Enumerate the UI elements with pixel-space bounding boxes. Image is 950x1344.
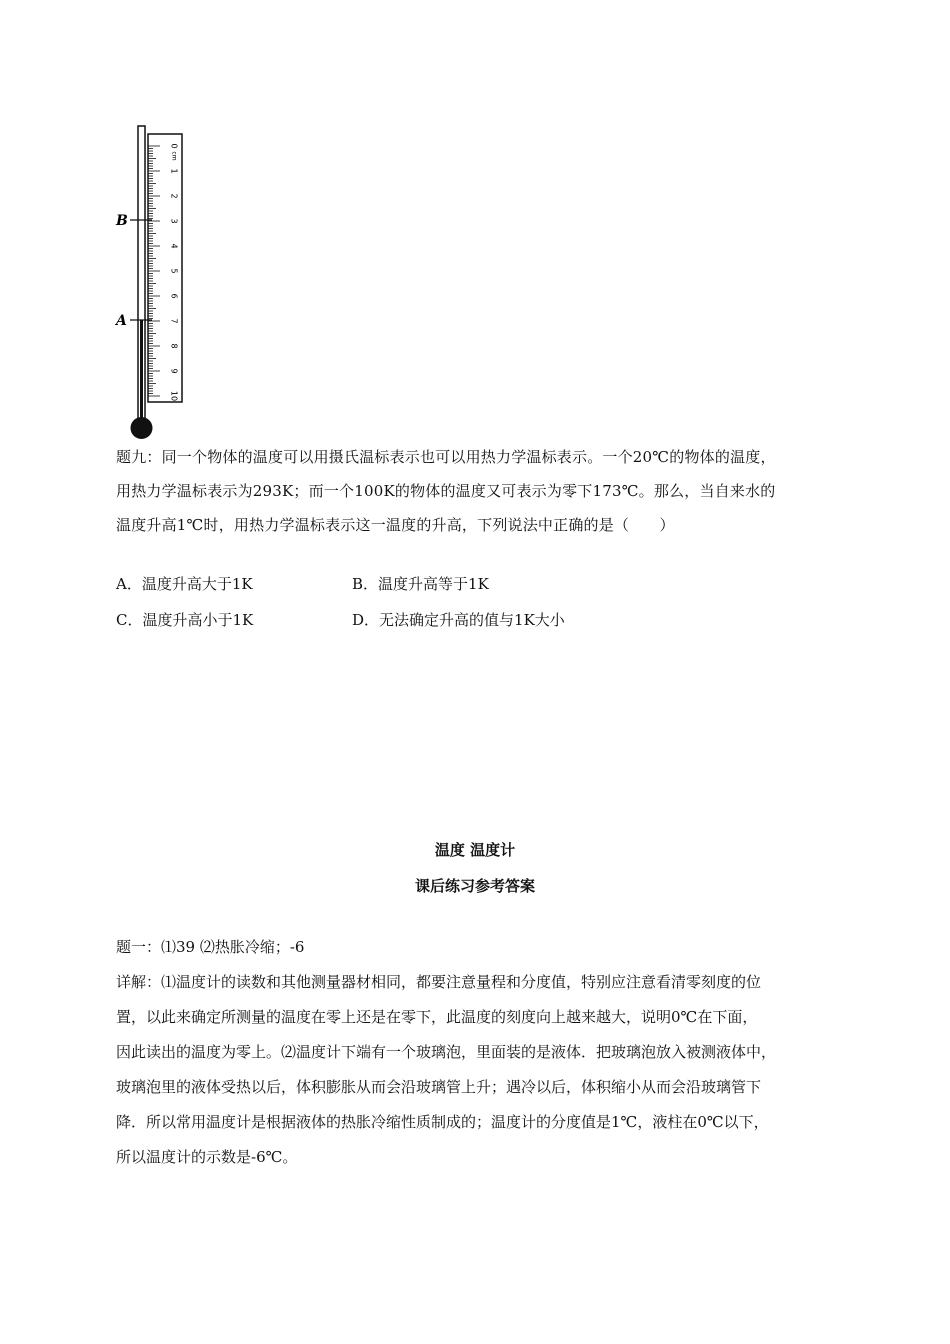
ruler-number: 6 — [169, 293, 179, 299]
option-c: C．温度升高小于1K — [116, 611, 254, 629]
question-9-line-1: 题九：同一个物体的温度可以用摄氏温标表示也可以用热力学温标表示。一个20℃的物体的温度， — [116, 448, 776, 466]
ruler-number: 9 — [169, 368, 179, 374]
option-b: B．温度升高等于1K — [352, 575, 489, 593]
option-a: A．温度升高大于1K — [116, 575, 253, 593]
answers-title: 温度 温度计 — [434, 841, 516, 859]
ruler-unit-label: cm — [170, 151, 178, 161]
q1-answer: 题一：⑴39 ⑵热胀冷缩；-6 — [116, 938, 305, 956]
detail-line-5: 降．所以常用温度计是根据液体的热胀冷缩性质制成的；温度计的分度值是1℃，液柱在0℃以下， — [116, 1113, 769, 1131]
options-row-2 — [116, 602, 856, 638]
detail-line-4: 玻璃泡里的液体受热以后，体积膨胀从而会沿玻璃管上升；遇冷以后，体积缩小从而会沿玻璃管下 — [116, 1078, 762, 1096]
detail-line-1: 详解：⑴温度计的读数和其他测量器材相同，都要注意量程和分度值，特别应注意看清零刻度的位 — [116, 973, 762, 991]
ruler-number: 2 — [169, 193, 179, 199]
question-9 — [116, 440, 856, 542]
ruler-number: 3 — [169, 218, 179, 224]
ruler-number: 5 — [169, 268, 179, 274]
options-row-1 — [116, 566, 856, 602]
ruler-number: 10 — [169, 390, 179, 402]
detail-line-6: 所以温度计的示数是-6℃。 — [116, 1148, 298, 1166]
label-b: B — [116, 213, 128, 229]
ruler-number: 8 — [169, 343, 179, 349]
ruler-number: 1 — [169, 168, 179, 174]
thermometer-ruler-figure — [112, 120, 204, 442]
ruler-number: 0 — [169, 143, 179, 149]
question-9-line-3: 温度升高1℃时，用热力学温标表示这一温度的升高，下列说法中正确的是（ ） — [116, 516, 675, 534]
question-9-options — [116, 566, 856, 638]
answers-subtitle: 课后练习参考答案 — [414, 877, 535, 895]
question-9-line-2: 用热力学温标表示为293K；而一个100K的物体的温度又可表示为零下173℃。那么，当自来水的 — [116, 482, 776, 500]
detail-line-3: 因此读出的温度为零上。⑵温度计下端有一个玻璃泡，里面装的是液体．把玻璃泡放入被测液体中， — [116, 1043, 777, 1061]
thermometer-bulb — [131, 417, 153, 439]
thermometer-liquid — [140, 320, 143, 422]
option-d: D．无法确定升高的值与1K大小 — [352, 611, 565, 629]
ruler-number: 4 — [169, 243, 179, 249]
ruler-number: 7 — [169, 318, 179, 324]
answer-section — [116, 930, 856, 1175]
label-a: A — [116, 313, 127, 329]
detail-line-2: 置，以此来确定所测量的温度在零上还是在零下，此温度的刻度向上越来越大，说明0℃在下面， — [116, 1008, 758, 1026]
